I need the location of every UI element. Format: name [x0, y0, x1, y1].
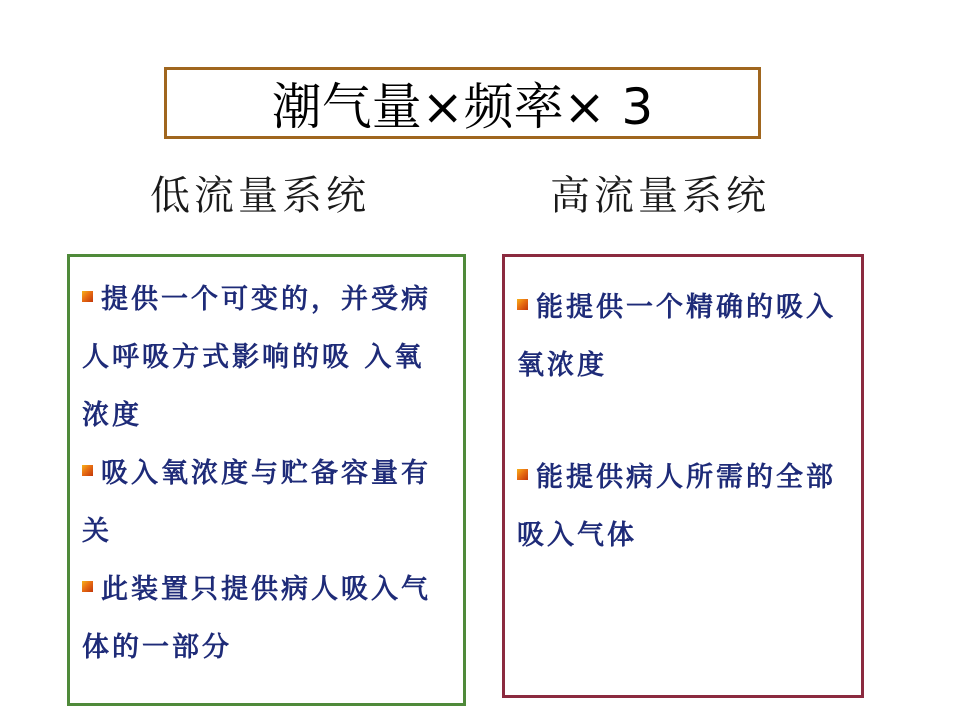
- list-item: [82, 561, 453, 677]
- bullet-square-icon: [82, 465, 93, 476]
- high-flow-list: [517, 279, 851, 565]
- list-item: [517, 279, 851, 395]
- bullet-square-icon: [82, 581, 93, 592]
- low-flow-heading: 低流量系统: [150, 173, 370, 219]
- high-flow-heading: 高流量系统: [550, 173, 770, 219]
- bullet-square-icon: [517, 469, 528, 480]
- high-flow-panel: [502, 254, 864, 698]
- formula-box: [164, 67, 761, 139]
- bullet-text: 能提供病人所需的全部吸入气体: [517, 462, 836, 551]
- bullet-text: 能提供一个精确的吸入氧浓度: [517, 292, 836, 381]
- formula-text: 潮气量×频率× 3: [271, 78, 654, 136]
- bullet-text: 此装置只提供病人吸入气体的一部分: [82, 574, 431, 663]
- list-item: [82, 271, 453, 445]
- bullet-square-icon: [517, 299, 528, 310]
- list-item: [82, 445, 453, 561]
- low-flow-panel: [67, 254, 466, 706]
- bullet-square-icon: [82, 291, 93, 302]
- list-item: [517, 449, 851, 565]
- bullet-text: 吸入氧浓度与贮备容量有关: [82, 458, 431, 547]
- bullet-text: 提供一个可变的，并受病人呼吸方式影响的吸 入氧浓度: [82, 284, 431, 431]
- low-flow-list: [82, 271, 453, 677]
